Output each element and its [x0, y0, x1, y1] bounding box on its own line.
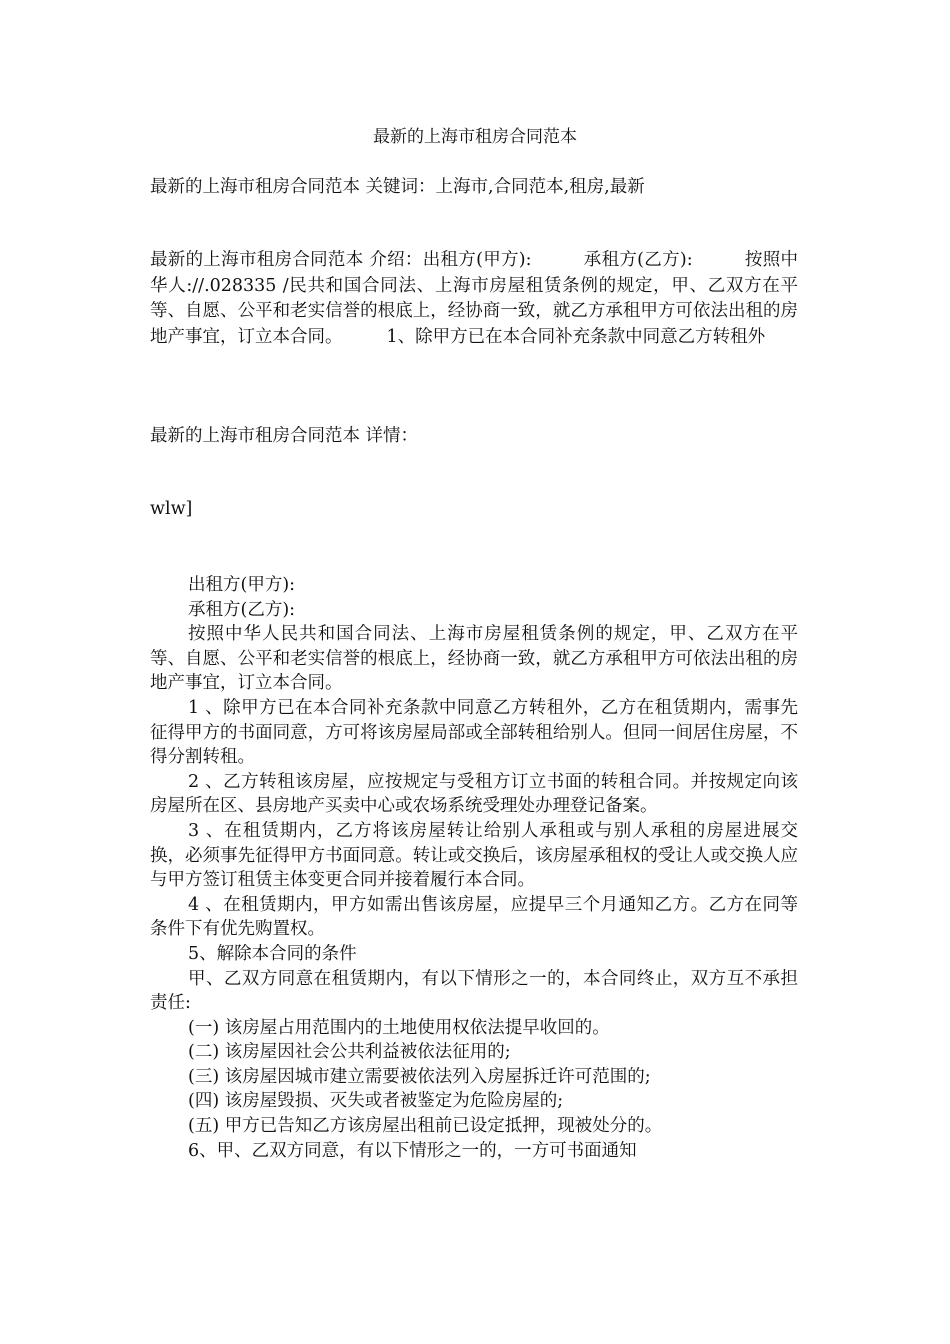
- clause-4: 4 、在租赁期内，甲方如需出售该房屋，应提早三个月通知乙方。乙方在同等条件下有优先购置权。: [150, 894, 798, 940]
- lessor-line: 出租方(甲方):: [188, 575, 296, 595]
- document-title: 最新的上海市租房合同范本: [373, 127, 577, 147]
- stray-text: wlw]: [150, 499, 193, 519]
- lessee-line: 承租方(乙方):: [188, 599, 296, 620]
- intro-text-b: 1、除甲方已在本合同补充条款中同意乙方转租外: [386, 326, 766, 347]
- keywords-line: 最新的上海市租房合同范本 关键词：上海市,合同范本,租房,最新: [150, 177, 645, 197]
- clause-5-intro: 甲、乙双方同意在租赁期内，有以下情形之一的，本合同终止，双方互不承担责任:: [150, 968, 798, 1014]
- clause-5-item-1: (一) 该房屋占用范围内的土地使用权依法提早收回的。: [188, 1017, 610, 1038]
- clause-5-item-3: (三) 该房屋因城市建立需要被依法列入房屋拆迁许可范围的;: [188, 1066, 651, 1087]
- clause-5-item-2: (二) 该房屋因社会公共利益被依法征用的;: [188, 1042, 511, 1063]
- clause-5-item-5: (五) 甲方已告知乙方该房屋出租前已设定抵押，现被处分的。: [188, 1116, 663, 1137]
- intro-text-a: 按照中华人://.028335 /民共和国合同法、上海市房屋租赁条例的规定，甲、乙双方在平等、自愿、公平和老实信誉的根底上，经协商一致，就乙方承租甲方可依法出租的房地产事宜，订立本合同。: [150, 250, 798, 347]
- clause-2: 2 、乙方转租该房屋，应按规定与受租方订立书面的转租合同。并按规定向该房屋所在区、县房地产买卖中心或农场系统受理处办理登记备案。: [150, 771, 798, 817]
- contract-body: [150, 573, 798, 1163]
- clause-6: 6、甲、乙双方同意，有以下情形之一的，一方可书面通知: [188, 1140, 637, 1161]
- details-label: 最新的上海市租房合同范本 详情：: [150, 426, 419, 446]
- intro-lead: 最新的上海市租房合同范本 介绍：出租方(甲方):: [150, 250, 532, 270]
- intro-paragraph: [150, 248, 798, 350]
- clause-1: 1 、除甲方已在本合同补充条款中同意乙方转租外，乙方在租赁期内，需事先征得甲方的书面同意，方可将该房屋局部或全部转租给别人。但同一间居住房屋，不得分割转租。: [150, 697, 798, 768]
- clause-5-item-4: (四) 该房屋毁损、灭失或者被鉴定为危险房屋的;: [188, 1091, 564, 1112]
- clause-3: 3 、在租赁期内，乙方将该房屋转让给别人承租或与别人承租的房屋进展交换，必须事先征得甲方书面同意。转让或交换后，该房屋承租权的受让人或交换人应与甲方签订租赁主体变更合同并接着履行本合同。: [150, 820, 798, 891]
- preamble-paragraph: 按照中华人民共和国合同法、上海市房屋租赁条例的规定，甲、乙双方在平等、自愿、公平和老实信誉的根底上，经协商一致，就乙方承租甲方可依法出租的房地产事宜，订立本合同。: [150, 624, 798, 694]
- intro-tenant: 承租方(乙方):: [583, 250, 693, 270]
- clause-5-heading: 5、解除本合同的条件: [188, 943, 357, 964]
